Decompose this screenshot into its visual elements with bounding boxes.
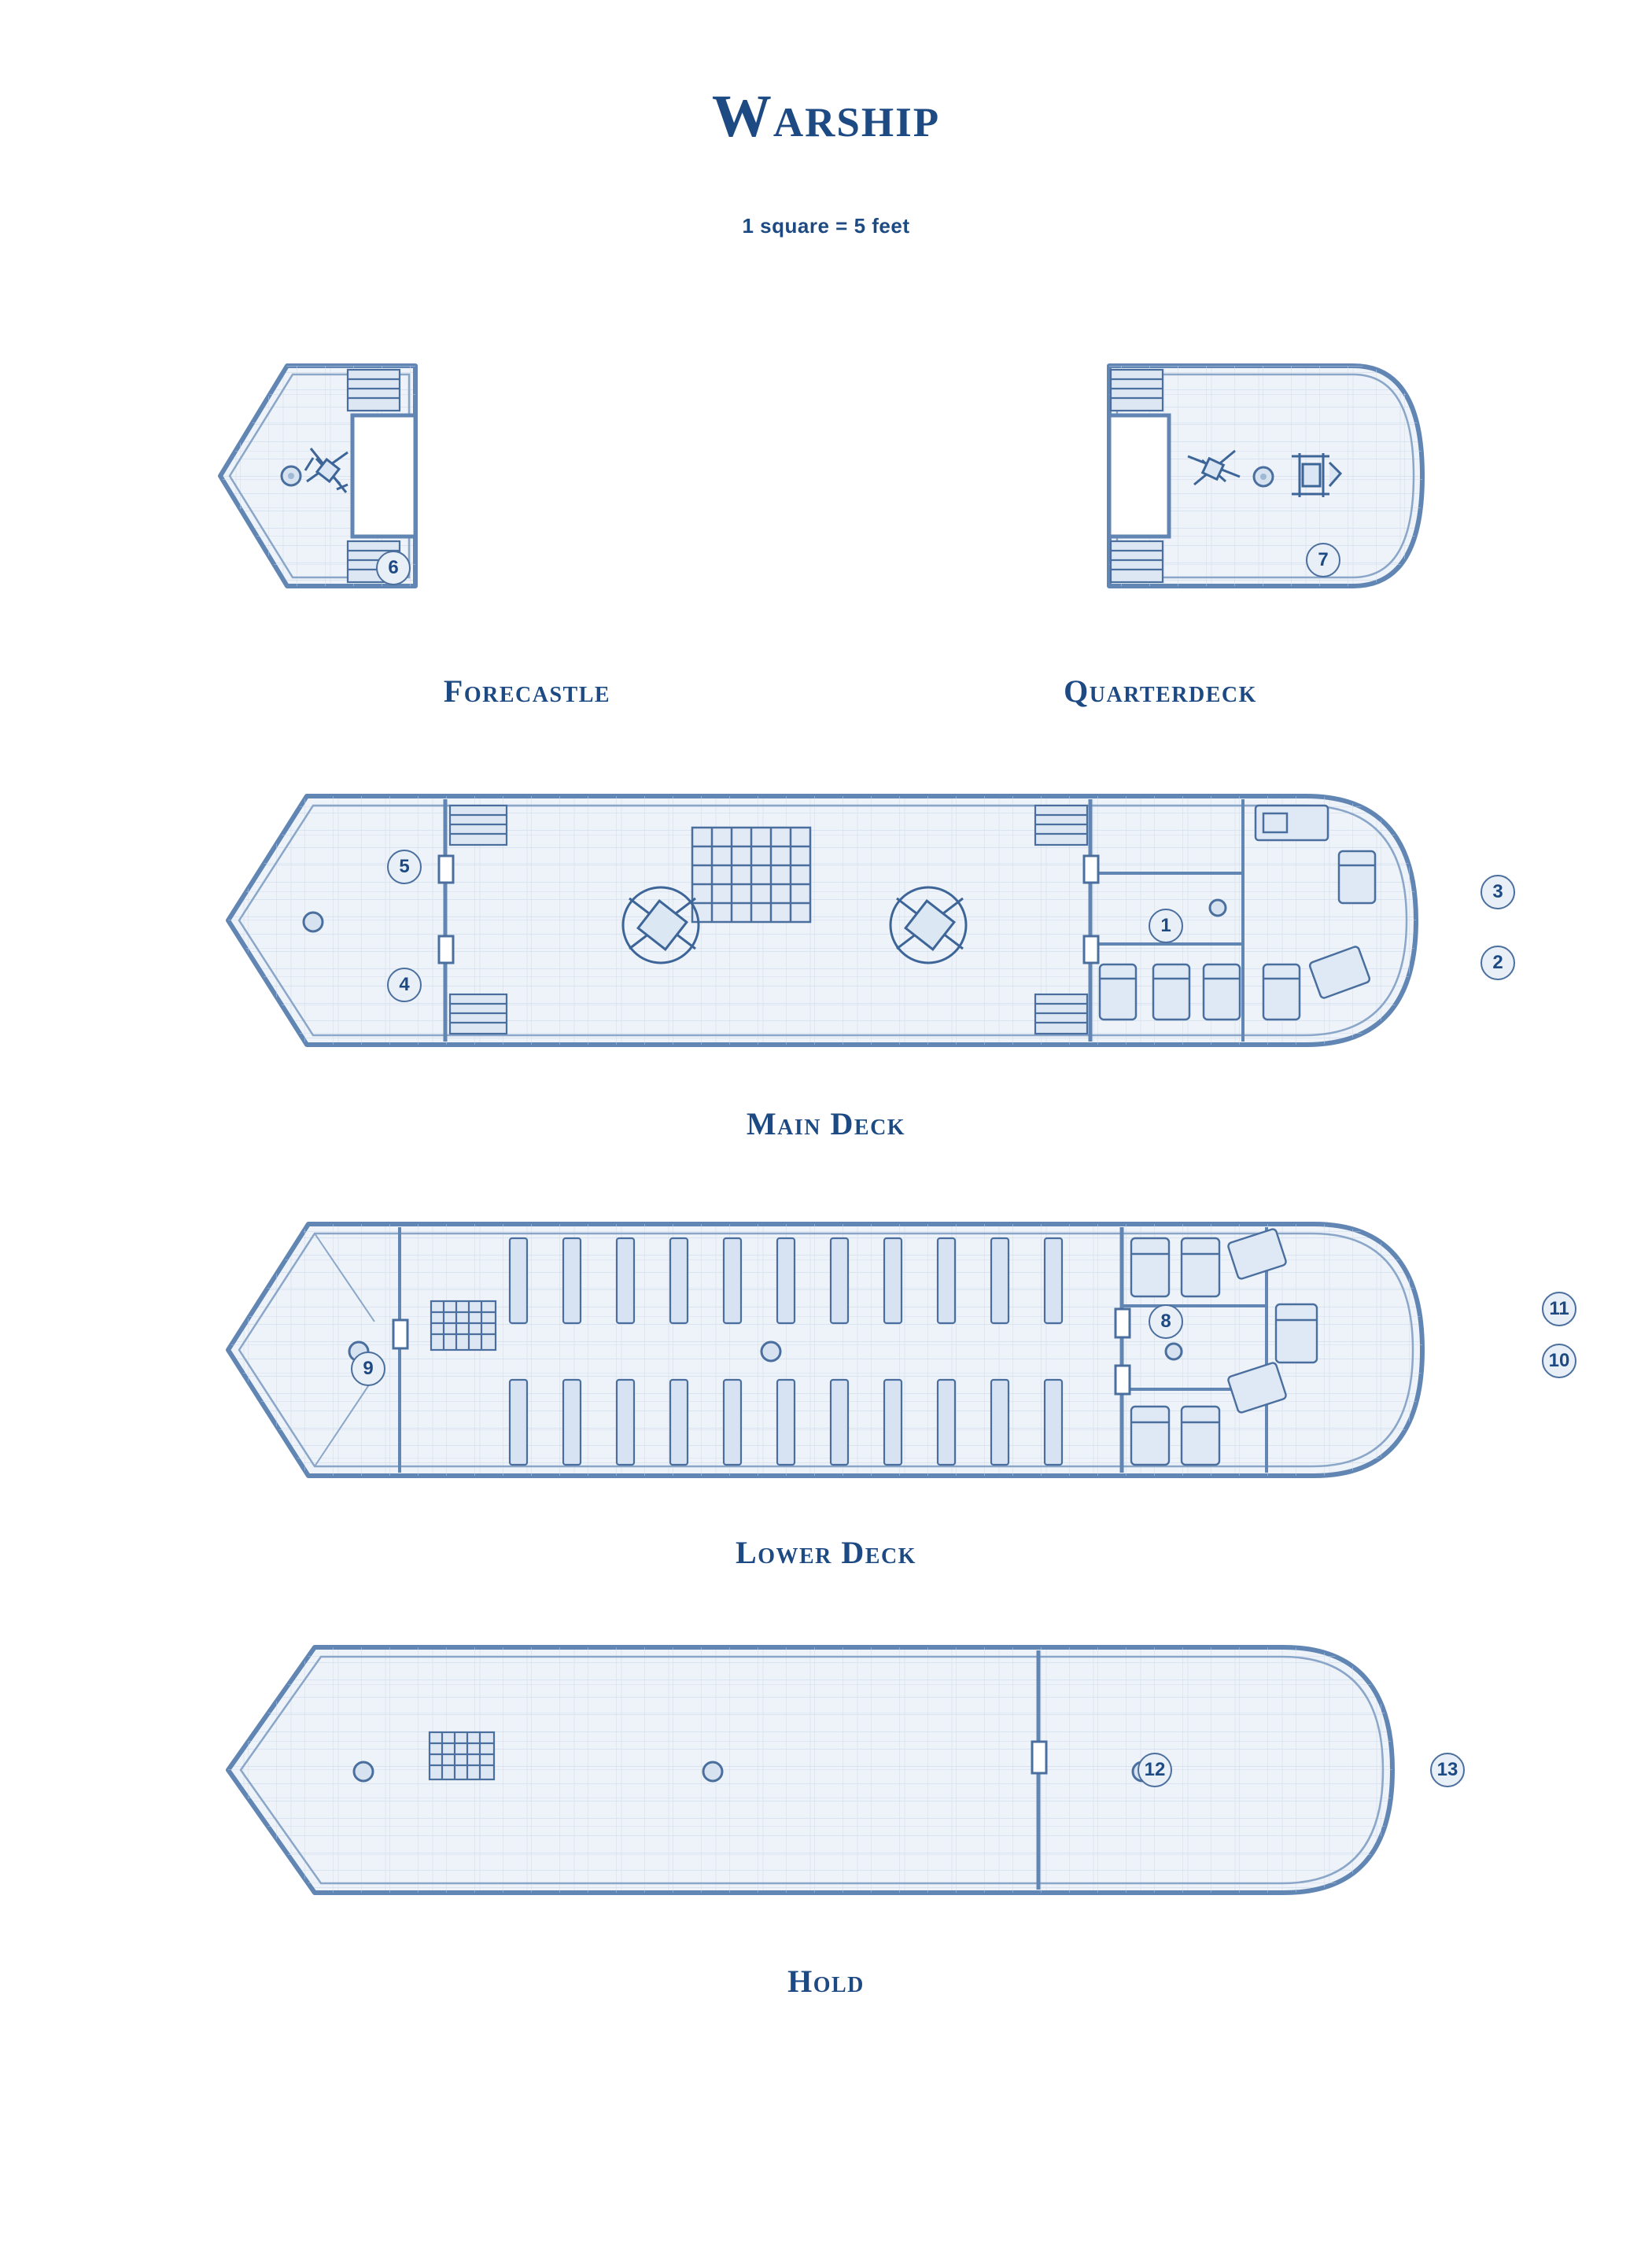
room-badge-6[interactable]: 6 — [376, 551, 411, 585]
deck-forecastle — [212, 338, 551, 614]
room-badge-5[interactable]: 5 — [387, 850, 422, 884]
room-badge-13[interactable]: 13 — [1430, 1753, 1465, 1787]
deck-label-quarterdeck: Quarterdeck — [1064, 673, 1257, 709]
deck-label-lower: Lower Deck — [736, 1535, 916, 1570]
room-badge-12[interactable]: 12 — [1138, 1753, 1172, 1787]
deck-quarterdeck — [1093, 338, 1455, 614]
room-badge-3[interactable]: 3 — [1481, 875, 1515, 909]
deck-label-forecastle: Forecastle — [443, 673, 611, 709]
room-badge-8[interactable]: 8 — [1149, 1304, 1183, 1339]
room-badge-7[interactable]: 7 — [1306, 543, 1340, 577]
deck-main — [220, 779, 1503, 1078]
room-badge-4[interactable]: 4 — [387, 968, 422, 1002]
room-badge-9[interactable]: 9 — [351, 1351, 385, 1386]
scale-note: 1 square = 5 feet — [742, 214, 910, 238]
room-badge-1[interactable]: 1 — [1149, 909, 1183, 943]
room-badge-10[interactable]: 10 — [1542, 1344, 1576, 1378]
deck-lower — [220, 1204, 1570, 1518]
deck-hold — [220, 1628, 1458, 1927]
room-badge-2[interactable]: 2 — [1481, 946, 1515, 980]
page-title: Warship — [711, 83, 941, 149]
deck-label-hold: Hold — [787, 1964, 865, 1999]
deck-label-main: Main Deck — [746, 1106, 906, 1141]
room-badge-11[interactable]: 11 — [1542, 1292, 1576, 1326]
